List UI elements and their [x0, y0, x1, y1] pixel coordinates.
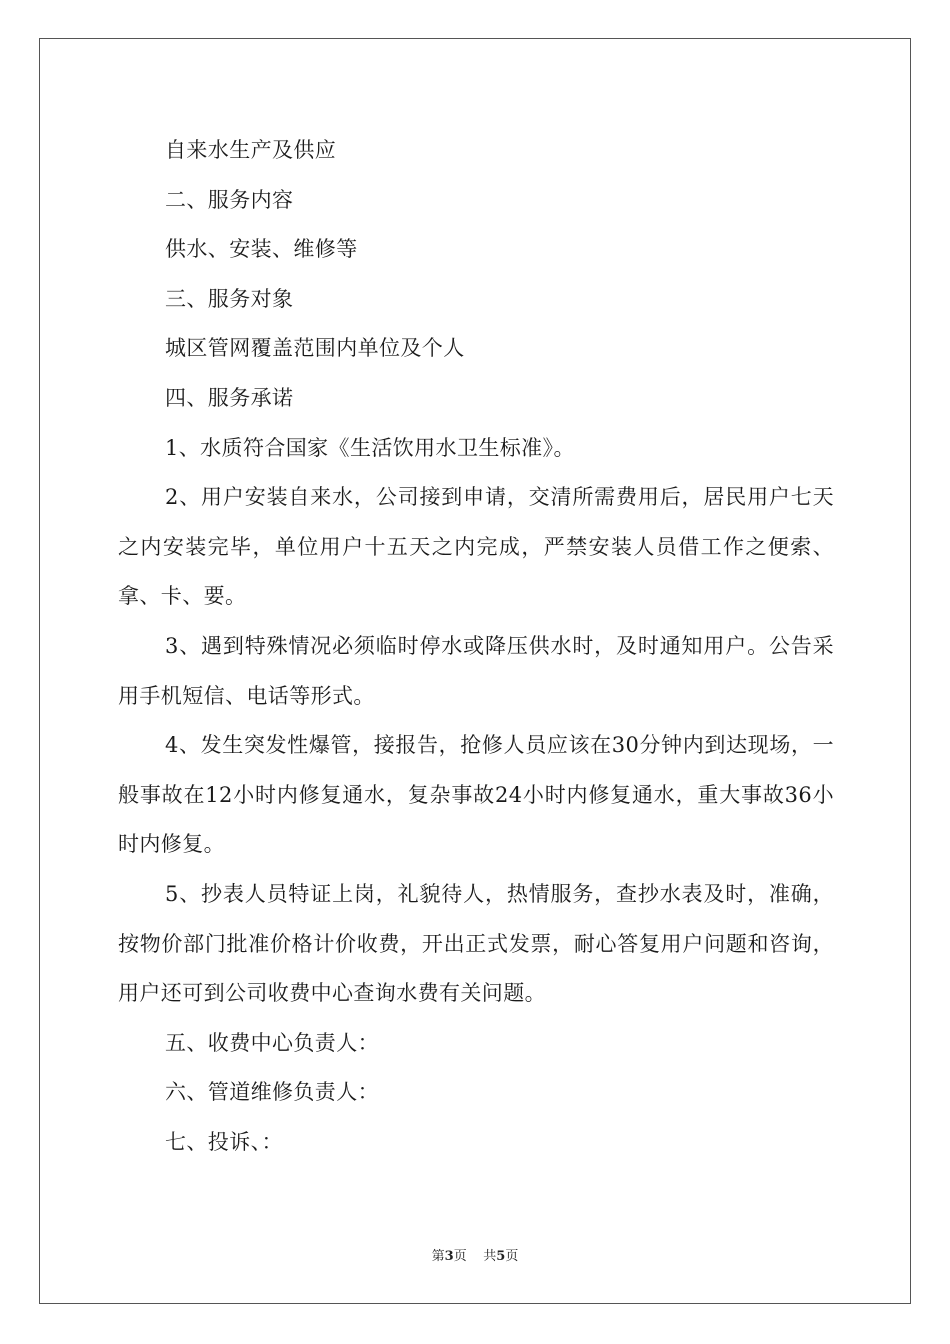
- section-heading: 七、投诉、：: [165, 1129, 283, 1154]
- page-total: 5: [496, 1249, 506, 1264]
- paragraph: 2、用户安装自来水，公司接到申请，交清所需费用后，居民用户七天之内安装完毕，单位用户十五天之内完成，严禁安装人员借工作之便索、拿、卡、要。: [118, 485, 834, 609]
- section-heading: 四、服务承诺: [165, 385, 294, 410]
- text-line: 1、水质符合国家《生活饮用水卫生标准》。: [165, 435, 575, 460]
- page-current: 3: [444, 1249, 454, 1264]
- section-heading: 五、收费中心负责人：: [165, 1030, 379, 1055]
- page-footer: [0, 1245, 950, 1264]
- text-line: 供水、安装、维修等: [165, 237, 358, 262]
- section-heading: 三、服务对象: [165, 286, 294, 311]
- section-heading: 二、服务内容: [165, 187, 294, 212]
- document-body: [118, 126, 834, 1167]
- text-line: 自来水生产及供应: [165, 138, 337, 162]
- total-prefix: 共: [483, 1249, 497, 1264]
- page-prefix: 第: [431, 1249, 445, 1264]
- paragraph: 3、遇到特殊情况必须临时停水或降压供水时，及时通知用户。公告采用手机短信、电话等形式。: [118, 633, 834, 708]
- paragraph: 5、抄表人员特证上岗，礼貌待人，热情服务，查抄水表及时，准确，按物价部门批准价格计价收费，开出正式发票，耐心答复用户问题和咨询，用户还可到公司收费中心查询水费有关问题。: [118, 881, 834, 1006]
- text-line: 城区管网覆盖范围内单位及个人: [165, 336, 465, 361]
- section-heading: 六、管道维修负责人：: [165, 1080, 379, 1105]
- paragraph: 4、发生突发性爆管，接报告，抢修人员应该在30分钟内到达现场，一般事故在12小时内修复通水，复杂事故24小时内修复通水，重大事故36小时内修复。: [118, 733, 834, 857]
- page-suffix: 页: [453, 1249, 467, 1264]
- total-suffix: 页: [505, 1249, 519, 1264]
